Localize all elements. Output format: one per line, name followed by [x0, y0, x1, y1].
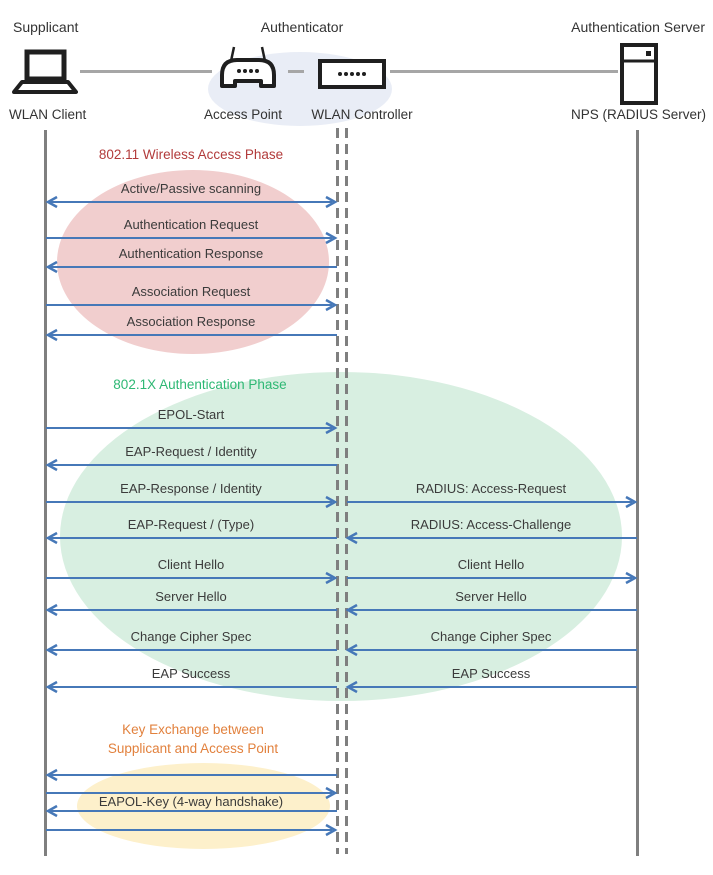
server-icon: [619, 43, 659, 110]
label-nps-radius-server: NPS (RADIUS Server): [570, 107, 706, 122]
client-to-ap-link: [80, 70, 212, 73]
laptop-icon: [12, 48, 78, 103]
phase1-title: 802.11 Wireless Access Phase: [98, 147, 284, 162]
msg-client-hello-left: Client Hello: [157, 557, 225, 572]
msg-server-hello-right: Server Hello: [455, 589, 527, 604]
msg-server-hello-left: Server Hello: [155, 589, 227, 604]
role-authenticator: Authenticator: [260, 19, 344, 35]
msg-radius-access-request: RADIUS: Access-Request: [415, 481, 567, 496]
msg-active-passive-scanning: Active/Passive scanning: [120, 181, 262, 196]
label-wlan-client: WLAN Client: [9, 107, 87, 122]
ap-to-controller-link: [288, 70, 304, 73]
msg-association-response: Association Response: [126, 314, 256, 329]
msg-eap-request-identity: EAP-Request / Identity: [125, 444, 257, 459]
role-supplicant: Supplicant: [13, 19, 79, 35]
msg-radius-access-challenge: RADIUS: Access-Challenge: [410, 517, 572, 532]
label-wlan-controller: WLAN Controller: [311, 107, 413, 122]
phase3-title-line2: Supplicant and Access Point: [107, 741, 279, 756]
msg-change-cipher-spec-right: Change Cipher Spec: [430, 629, 552, 644]
controller-to-server-link: [390, 70, 618, 73]
msg-authentication-request: Authentication Request: [123, 217, 259, 232]
msg-eapol-key-handshake: EAPOL-Key (4-way handshake): [98, 794, 284, 809]
msg-epol-start: EPOL-Start: [157, 407, 225, 422]
msg-change-cipher-spec-left: Change Cipher Spec: [130, 629, 252, 644]
msg-client-hello-right: Client Hello: [457, 557, 525, 572]
role-authentication-server: Authentication Server: [571, 19, 705, 35]
access-point-icon: [216, 44, 280, 101]
phase2-title: 802.1X Authentication Phase: [113, 377, 287, 392]
wlan-controller-icon: [318, 59, 386, 94]
phase3-title-line1: Key Exchange between: [122, 722, 264, 737]
msg-eap-request-type: EAP-Request / (Type): [127, 517, 255, 532]
msg-association-request: Association Request: [131, 284, 251, 299]
msg-eap-success-left: EAP Success: [151, 666, 231, 681]
msg-eap-success-right: EAP Success: [451, 666, 531, 681]
msg-authentication-response: Authentication Response: [118, 246, 264, 261]
msg-eap-response-identity: EAP-Response / Identity: [120, 481, 262, 496]
label-access-point: Access Point: [203, 107, 283, 122]
